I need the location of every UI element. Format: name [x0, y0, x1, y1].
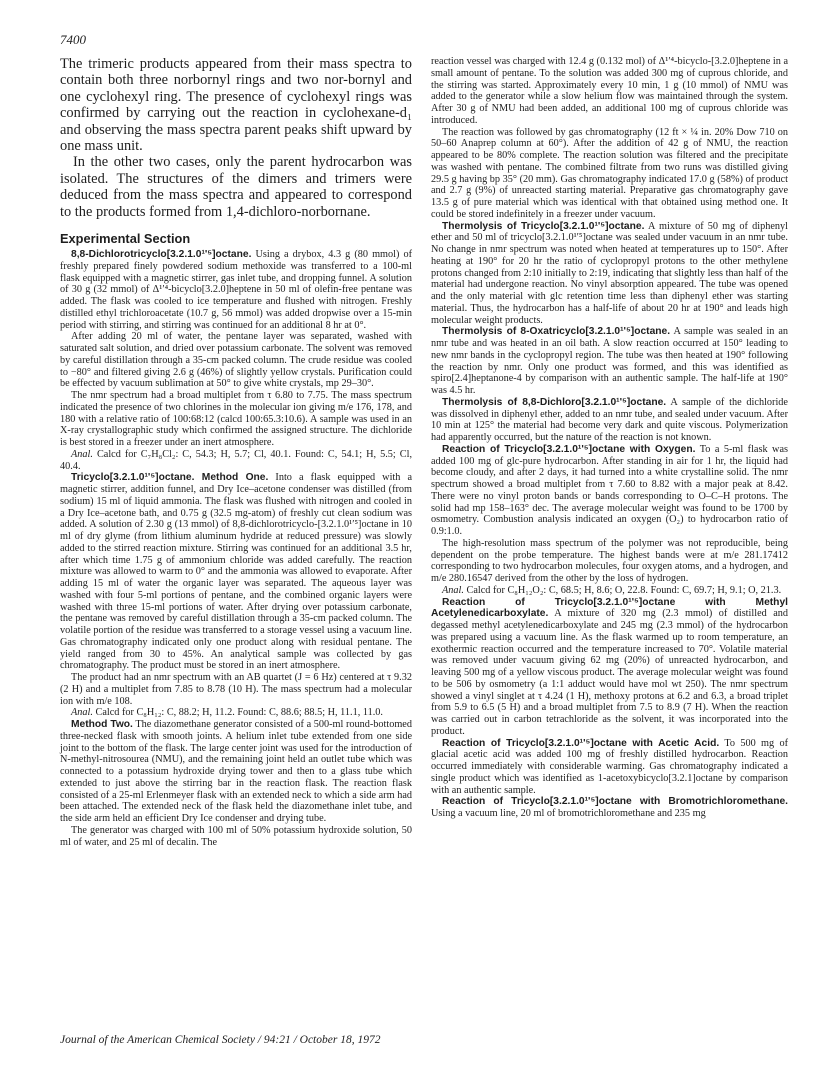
left-paragraph [60, 719, 412, 825]
right-paragraph [431, 597, 788, 738]
paragraph-text: The diazomethane generator consisted of a 500-ml round-bottomed three-necked flask with smooth joints. A helium inlet tube extended from one side joint to the bottom of the flask. The large center joint was used for the introduction of N-methyl-nitrosourea (NMU), and the remaining joint held an outlet tube which was connected to a potassium hydroxide drying tower and then to a glass tube which extended to just above the stirring bar in the reaction flask. The reaction flask consisted of a 25-ml Erlenmeyer flask with an extended neck to which a side arm had been attached. The extended neck of the flask held the diazomethane inlet tube, and the side arm held an efficient Dry Ice condenser and drying tube. [60, 719, 412, 825]
intro-paragraph-2: In the other two cases, only the parent hydrocarbon was isolated. The structures of the dimers and trimers were deduced from the mass spectra and appeared to correspond to the products formed from 1,4-dichloro-norbornane. [60, 154, 412, 220]
paragraph-text: The reaction was followed by gas chromatography (12 ft × ¼ in. 20% Dow 710 on 50–60 Anaprep column at 60°). After the addition of 42 g of NMU, the reaction appeared to be 80% complete. The reaction solution was filtered and the precipitate was washed with pentane. The combined filtrate from two runs was distilled giving 29.5 g having bp 35° (20 mm). Gas chromatography indicated 17.0 g (58%) of product and 2.7 g (9%) of unreacted starting material. Preparative gas chromatography gave 13.5 g of pure material which was identical with that obtained using method one. It could be stored indefinitely in a freezer under vacuum. [431, 126, 788, 220]
right-paragraph [431, 538, 788, 585]
run-in-heading: Thermolysis of 8-Oxatricyclo[3.2.1.0¹ʹ⁵]octane. [442, 326, 671, 338]
paragraph-text: Into a flask equipped with a magnetic stirrer, addition funnel, and Dry Ice–acetone condenser was distilled (from sodium) 15 ml of liquid ammonia. The flask was flushed with nitrogen and cooled in a Dry Ice–acetone bath, and 0.75 g (32.5 mg-atom) of freshly cut clean sodium was added. A solution of 2.30 g (13 mmol) of 8,8-dichlorotricyclo-[3.2.1.0¹ʹ⁵]octane in 10 ml of dry glyme (from lithium aluminum hydride at reduced pressure) was slowly added to the stirred reaction mixture. Stirring was continued for an additional 3.5 hr, after which time 1.75 g of ammonium chloride was added carefully. The reaction mixture was allowed to warm to 0° and the ammonia was allowed to evaporate. After adding 15 ml of water the organic layer was separated. The aqueous layer was washed with four 5-ml portions of pentane, and the combined organic layers were washed with three 15-ml portions of water. After drying over potassium carbonate, the pentane was removed by careful distillation through a 35-cm packed column. The volatile portion of the residue was transferred to a storage vessel using a vacuum line. Gas chromatography indicated only one product along with residual pentane. The yield ranged from 30 to 45%. An analytical sample was collected by gas chromatography. The product must be stored in an inert atmosphere. [60, 472, 412, 672]
right-column [431, 56, 788, 820]
run-in-heading: Thermolysis of 8,8-Dichloro[3.2.1.0¹ʹ⁵]octane. [442, 396, 667, 408]
left-paragraph [60, 672, 412, 707]
paragraph-text: The product had an nmr spectrum with an AB quartet (J = 6 Hz) centered at τ 9.32 (2 H) and a multiplet from 7.85 to 8.78 (10 H). The mass spectrum had a molecular ion with m/e 108. [60, 672, 412, 707]
left-paragraph [60, 331, 412, 390]
right-paragraph [431, 221, 788, 327]
right-paragraph [431, 444, 788, 538]
paragraph-text: Using a vacuum line, 20 ml of bromotrichloromethane and 235 mg [431, 808, 706, 819]
run-in-heading: Method Two. [71, 719, 133, 731]
paragraph-text: To a 5-ml flask was added 100 mg of glc-pure hydrocarbon. After standing in air for 1 hr, the liquid had become cloudy, and after 2 days, it had turned into a white crystalline solid. The nmr spectrum showed a broad multiplet from τ 7.60 to 8.82 with a major peak at 8.42. There were no vinyl proton bands or bands corresponding to O–C–H protons. The solid had mp 158–163° dec. The average molecular weight was found to be 1700 by osmometry. Combustion analysis indicated an oxygen (O₂) to hydrocarbon ratio of 0.9:1.0. [431, 443, 788, 537]
paragraph-text: A sample of the dichloride was dissolved in diphenyl ether, added to an nmr tube, and sealed under vacuum. After 10 min at 125° the material had become very dark and quite viscous. Polymerization had apparently occurred, but the nature of the reaction is not known. [431, 396, 788, 443]
right-body [431, 56, 788, 820]
paragraph-text: The generator was charged with 100 ml of 50% potassium hydroxide solution, 50 ml of water, and 25 ml of decalin. The [60, 824, 412, 848]
analysis-label: Anal. [442, 584, 464, 596]
intro-text [60, 56, 412, 220]
run-in-heading: Thermolysis of Tricyclo[3.2.1.0¹ʹ⁵]octane. [442, 220, 645, 232]
right-paragraph [431, 326, 788, 397]
left-paragraph [60, 390, 412, 449]
left-paragraph [60, 472, 412, 672]
run-in-heading: 8,8-Dichlorotricyclo[3.2.1.0¹ʹ⁵]octane. [71, 249, 252, 261]
left-body [60, 249, 412, 848]
run-in-heading: Reaction of Tricyclo[3.2.1.0¹ʹ⁵]octane with Bromotrichloromethane. [442, 796, 788, 808]
left-paragraph [60, 825, 412, 849]
paragraph-text: Using a drybox, 4.3 g (80 mmol) of freshly prepared finely powdered sodium methoxide was transferred to a 100-ml flask equipped with a magnetic stirrer, gas inlet tube, and dropping funnel. A solution of 30 g (32 mmol) of Δ¹ʹ⁴-bicyclo[3.2.0]heptene in 50 ml of olefin-free pentane was added. The flask was cooled to ice temperature and flushed with nitrogen. Freshly distilled ethyl trichloroacetate (10.7 g, 56 mmol) was added dropwise over a 15-min period with stirring, and stirring was continued for an additional 8 hr at 0°. [60, 249, 412, 331]
left-column [60, 56, 412, 848]
run-in-heading: Tricyclo[3.2.1.0¹ʹ⁵]octane. Method One. [71, 472, 269, 484]
run-in-heading: Reaction of Tricyclo[3.2.1.0¹ʹ⁵]octane with Methyl Acetylenedicarboxylate. [431, 596, 788, 620]
journal-footer: Journal of the American Chemical Society / 94:21 / October 18, 1972 [60, 1034, 381, 1046]
paragraph-text: Calcd for C₇H₈Cl₂: C, 54.3; H, 5.7; Cl, 40.1. Found: C, 54.1; H, 5.5; Cl, 40.4. [60, 448, 413, 472]
page-number: 7400 [60, 32, 86, 47]
right-paragraph [431, 397, 788, 444]
right-paragraph [431, 738, 788, 797]
analysis-label: Anal. [71, 707, 93, 719]
paragraph-text: A sample was sealed in an nmr tube and was heated in an oil bath. A slow reaction occurred at 150° leading to new nmr bands in the cyclopropyl region. The tube was then heated at 190° following the reaction by nmr. Only one product was formed, and this was identified as spiro[2.4]heptanone-4 by comparison with an authentic sample. The half-life at 190° was 4.5 hr. [431, 326, 788, 396]
left-paragraph [60, 707, 412, 719]
right-paragraph [431, 127, 788, 221]
left-paragraph [60, 449, 412, 473]
left-paragraph [60, 249, 412, 331]
paragraph-text: After adding 20 ml of water, the pentane layer was separated, washed with saturated salt solution, and dried over potassium carbonate. The solvent was removed by careful distillation through a 35-cm packed column. The crude residue was cooled to −80° and filtered giving 2.6 g (46%) of slightly yellow crystals. Purification could be effected by vacuum sublimation at 50° to give white crystals, mp 29–30°. [60, 331, 412, 390]
paragraph-text: Calcd for C₈H₁₂O₂: C, 68.5; H, 8.6; O, 22.8. Found: C, 69.7; H, 9.1; O, 21.3. [466, 584, 782, 596]
analysis-label: Anal. [71, 448, 93, 460]
paragraph-text: A mixture of 50 mg of diphenyl ether and 50 ml of tricyclo[3.2.1.0¹ʹ⁵]octane was sealed under vacuum in an nmr tube. No change in nmr spectrum was noted when heated at temperatures up to 150°. After heating at 190° for 20 hr the ratio of cyclopropyl protons to the other methylene protons changed from 2:10 initially to 2:19, indicating that slightly less than half of the material had undergone reaction. No vinyl absorption appeared. The tube was opened and the only material with glc retention time less than diphenyl ether was starting material. Thus, the hydrocarbon has a half-life of about 20 hr at 190° and leads high molecular weight products. [431, 220, 789, 326]
paragraph-text: To 500 mg of glacial acetic acid was added 100 mg of freshly distilled hydrocarbon. Reaction occurred immediately with considerable warming. Gas chromatography indicated a single product which was identified as 1-acetoxybicyclo[3.2.1]octane by comparison with an authentic sample. [431, 737, 788, 796]
intro-paragraph-1: The trimeric products appeared from their mass spectra to contain both three norbornyl rings and two nor-bornyl and one cyclohexyl ring. The presence of cyclohexyl rings was confirmed by carrying out the reaction in cyclohexane-d₁ and observing the mass spectra parent peaks shift upward by one mass unit. [60, 56, 412, 155]
paragraph-text: The nmr spectrum had a broad multiplet from τ 6.80 to 7.75. The mass spectrum indicated the presence of two chlorines in the molecular ion giving m/e 176, 178, and 180 with a relative ratio of 100:68:12 (calcd 100:65.3:10.6). A sample was used in an X-ray crystallographic study which confirmed the assigned structure. The dichloride is best stored in a freezer under an inert atmosphere. [60, 390, 412, 449]
paragraph-text: A mixture of 320 mg (2.3 mmol) of distilled and degassed methyl acetylenedicarboxylate and 245 mg (2.3 mmol) of the hydrocarbon was prepared using a vacuum line. As the flask warmed up to room temperature, an exothermic reaction occurred and the temperature increased to 70°. Volatile material was removed under vacuum giving 62 mg (20%) of unreacted hydrocarbon, and leaving 500 mg of a yellow viscous product. The average molecular weight was found to be 506 by osmometry (a 1:1 adduct would have mol wt 250). The nmr spectrum showed a vinyl singlet at τ 4.24 (1 H), methoxy protons at 6.2 and 6.3, a broad triplet from 5.9 to 6.5 (5 H) and a broad multiplet from 7.5 to 8.9 (7 H). When the reaction was carried out in carbon tetrachloride as the solvent, it was incorporated into the product. [431, 608, 788, 737]
run-in-heading: Reaction of Tricyclo[3.2.1.0¹ʹ⁵]octane with Oxygen. [442, 443, 696, 455]
paragraph-text: The high-resolution mass spectrum of the polymer was not reproducible, being dependent on the probe temperature. The highest bands were at m/e 281.17412 corresponding to two hydrocarbon molecules, four oxygen atoms, and a hydrogen, and m/e 280.16547 derived from the other by the loss of hydrogen. [431, 537, 788, 584]
paragraph-text: reaction vessel was charged with 12.4 g (0.132 mol) of Δ¹ʹ⁴-bicyclo-[3.2.0]heptene in a small amount of pentane. To the solution was added 300 mg of cuprous chloride, and the stirring was started. Approximately every 10 min, 1 g (10 mmol) of NMU was added to the generator while a slow helium flow was maintained through the system. After 30 g of NMU had been added, an additional 100 mg of cuprous chloride was introduced. [431, 56, 788, 126]
section-heading: Experimental Section [60, 231, 191, 247]
run-in-heading: Reaction of Tricyclo[3.2.1.0¹ʹ⁵]octane with Acetic Acid. [442, 737, 720, 749]
right-paragraph [431, 56, 788, 127]
right-paragraph [431, 585, 788, 597]
paragraph-text: Calcd for C₈H₁₂: C, 88.2; H, 11.2. Found: C, 88.6; 88.5; H, 11.1, 11.0. [95, 707, 383, 719]
right-paragraph [431, 796, 788, 820]
